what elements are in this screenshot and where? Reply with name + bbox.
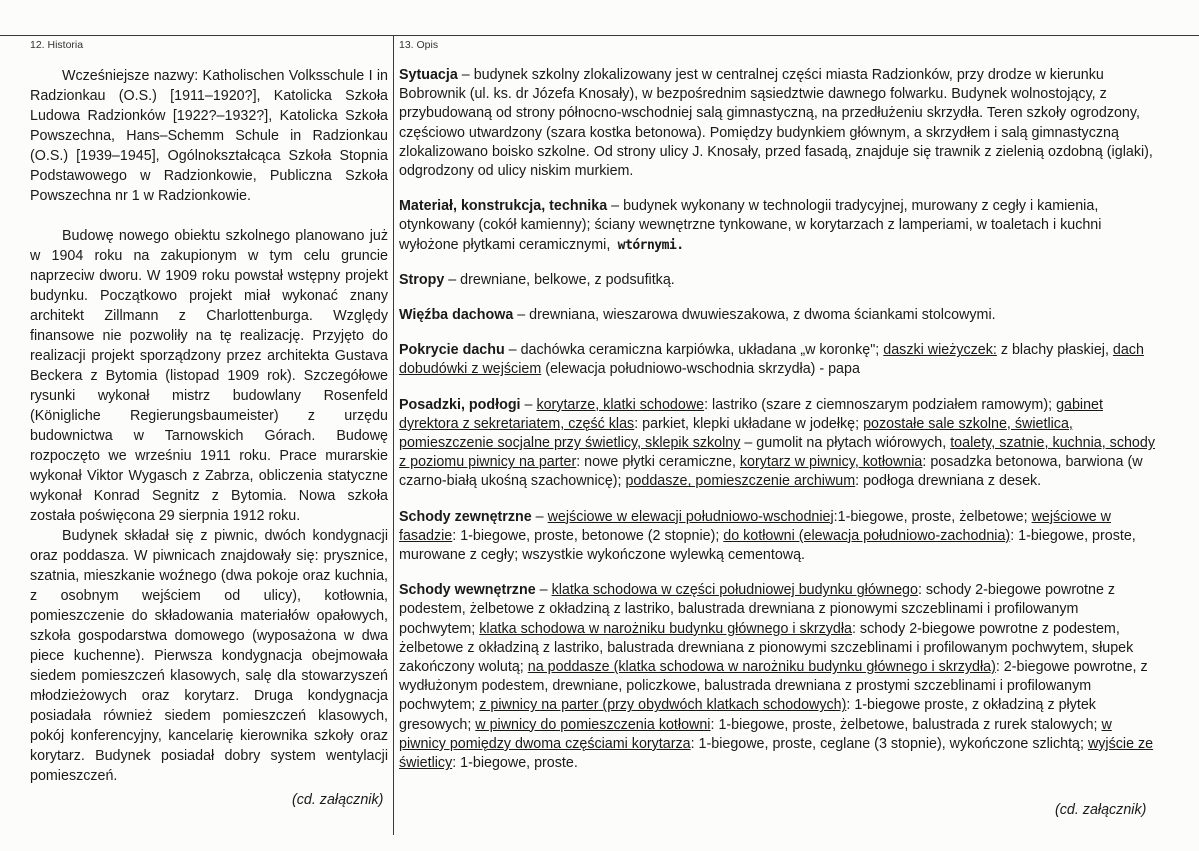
section-posadzki: Posadzki, podłogi – korytarze, klatki schodowe: lastriko (szare z ciemnoszarym podziałem ramowym); gabinet dyrektora z sekretariatem, część klas: parkiet, klepki układane w jodełkę; pozostałe sale szkolne, świetlica, pomieszczenie socjalne przy świetlicy, sklepik szkolny – gumolit na płytach wiórowych, toalety, szatnie, kuchnia, schody z poziomu piwnicy na parter: nowe płytki ceramiczne, korytarz w piwnicy, kotłownia: posadzka betonowa, barwiona (w czarno-białą ukośną szachownicę); poddasze, pomieszczenie archiwum: podłoga drewniana z desek. — [399, 396, 1155, 490]
historia-paragraph-names: Wcześniejsze nazwy: Katholischen Volksschule I in Radzionkau (O.S.) [1911–1920?], Katolicka Szkoła Ludowa Radzionków [1922?–1932?], Katolicka Szkoła Powszechna, Hans–Schemm Schule in Radzionkau (O.S.) [1939–1945], Ogólnokształcąca Szkoła Stopnia Podstawowego w Radzionkowie, Publiczna Szkoła Powszechna nr 1 w Radzionkowie. — [30, 68, 388, 204]
historia-paragraph-layout: Budynek składał się z piwnic, dwóch kondygnacji oraz poddasza. W piwnicach znajdowały się: prysznice, szatnia, mieszkanie woźnego (dwa pokoje oraz kuchnia, z osobnym wejściem od ulicy), kotłownia, pomieszczenie do składowania materiałów opałowych, szkoła gospodarstwa domowego (wyposażona w dwa piece kuchenne). Pierwsza kondygnacja obejmowała siedem pomieszczeń klasowych, salę dla stowarzyszeń młodzieżowych oraz korytarz. Druga kondygnacja posiadała również siedem pomieszczeń klasowych, pokój konferencyjny, kancelarię kierownika szkoły oraz korytarz. Budynek posiadał dobry system wentylacji pomieszczeń. — [30, 528, 388, 784]
section-label: Schody wewnętrzne — [399, 582, 536, 599]
section-label: Więźba dachowa — [399, 307, 514, 324]
section-label: Schody zewnętrzne — [399, 508, 532, 525]
handwritten-annotation: wtórnymi. — [610, 237, 684, 253]
section-schody-zewnetrzne: Schody zewnętrzne – wejściowe w elewacji południowo-wschodniej:1-biegowe, proste, żelbetowe; wejściowe w fasadzie: 1-biegowe, proste, betonowe (2 stopnie); do kotłowni (elewacja południowo-zachodnia): 1-biegowe, proste, murowane z cegły; wszystkie wykończone wylewką cementową. — [399, 508, 1136, 564]
section-material: Materiał, konstrukcja, technika – budynek wykonany w technologii tradycyjnej, murowany z cegły i kamienia, otynkowany (cokół kamienny); ściany wewnętrzne tynkowane, w korytarzach z lamperiami, w toaletach i kuchni wyłożone płytkami ceramicznymi, wtórnymi. — [399, 198, 1102, 253]
historia-header: 12. Historia — [30, 39, 84, 51]
section-label: Stropy — [399, 271, 445, 288]
section-label: Materiał, konstrukcja, technika — [399, 198, 608, 215]
section-schody-wewnetrzne: Schody wewnętrzne – klatka schodowa w części południowej budynku głównego: schody 2-biegowe powrotne z podestem, żelbetowe z okładziną z lastriko, balustrada drewniana z pionowymi szczeblinami i profilowanym pochwytem; klatka schodowa w narożniku budynku głównego i skrzydła: schody 2-biegowe powrotne z podestem, żelbetowe z okładziną z lastriko, balustrada drewniana z pionowymi szczeblinami i profilowanym pochwytem, słupek zakończony wolutą; na poddasze (klatka schodowa w narożniku budynku głównego i skrzydła): 2-biegowe powrotne, z wydłużonym podestem, drewniane, policzkowe, balustrada drewniana z prostymi szczeblinami i profilowanym pochwytem; z piwnicy na parter (przy obydwóch klatkach schodowych): 1-biegowe proste, z okładziną z płytek gresowych; w piwnicy do pomieszczenia kotłowni: 1-biegowe, proste, żelbetowe, balustrada z rurek stalowych; w piwnicy pomiędzy dwoma częściami korytarza: 1-biegowe, proste, ceglane (3 stopnie), wykończone szlichtą; wyjście ze świetlicy: 1-biegowe, proste. — [399, 582, 1154, 772]
opis-column — [399, 66, 1156, 789]
historia-column — [30, 66, 388, 786]
column-divider — [393, 35, 394, 835]
section-label: Pokrycie dachu — [399, 342, 505, 359]
historia-continued-note: (cd. załącznik) — [292, 792, 384, 808]
section-label: Posadzki, podłogi — [399, 396, 521, 413]
historia-paragraph-construction: Budowę nowego obiektu szkolnego planowano już w 1904 roku na zakupionym w tym celu gruncie naprzeciw dworu. W 1909 roku powstał wstępny projekt budynku. Początkowo projekt miał wykonać znany architekt Zillmann z Charlottenburga. Względy finansowe nie pozwoliły na tę realizację. Przyjęto do realizacji projekt sporządzony przez architekta Gustava Beckera z Bytomia (listopad 1909 rok). Szczegółowe rysunki wykonał mistrz budowlany Rosenfeld (Königliche Regierungsbaumeister) z urzędu budownictwa w Tarnowskich Górach. Budowę rozpoczęto we wrześniu 1911 roku. Prace murarskie wykonał Viktor Wygasch z Zabrza, obliczenia statyczne wykonał Konrad Segnitz z Bytomia. Nowa szkoła została poświęcona 29 sierpnia 1912 roku. — [30, 228, 388, 524]
opis-continued-note: (cd. załącznik) — [1055, 802, 1147, 818]
section-sytuacja: Sytuacja – budynek szkolny zlokalizowany jest w centralnej części miasta Radzionków, przy drodze w kierunku Bobrownik (ul. ks. dr Józefa Knosały), w bezpośrednim sąsiedztwie dawnego folwarku. Budynek wolnostojący, z przybudowaną od strony północno-wschodniej salą gimnastyczną, na przedłużeniu skrzydła. Teren szkoły ogrodzony, częściowo utwardzony (szara kostka betonowa). Pomiędzy budynkiem głównym, a skrzydłem i salą gimnastyczną zlokalizowano boisko szkolne. Od strony ulicy J. Knosały, przed fasadą, znajduje się trawnik z zielenią ozdobną (iglaki), odgrodzony od ulicy niskim murkiem. — [399, 67, 1153, 180]
top-rule — [0, 35, 1199, 36]
section-wiezba: Więźba dachowa – drewniana, wieszarowa dwuwieszakowa, z dwoma ściankami stolcowymi. — [399, 307, 996, 324]
section-label: Sytuacja — [399, 67, 458, 83]
section-stropy: Stropy – drewniane, belkowe, z podsufitką. — [399, 271, 675, 288]
section-pokrycie: Pokrycie dachu – dachówka ceramiczna karpiówka, układana „w koronkę"; daszki wieżyczek: z blachy płaskiej, dach dobudówki z wejściem (elewacja południowo-wschodnia skrzydła) - papa — [399, 342, 1144, 378]
opis-header: 13. Opis — [399, 39, 439, 51]
